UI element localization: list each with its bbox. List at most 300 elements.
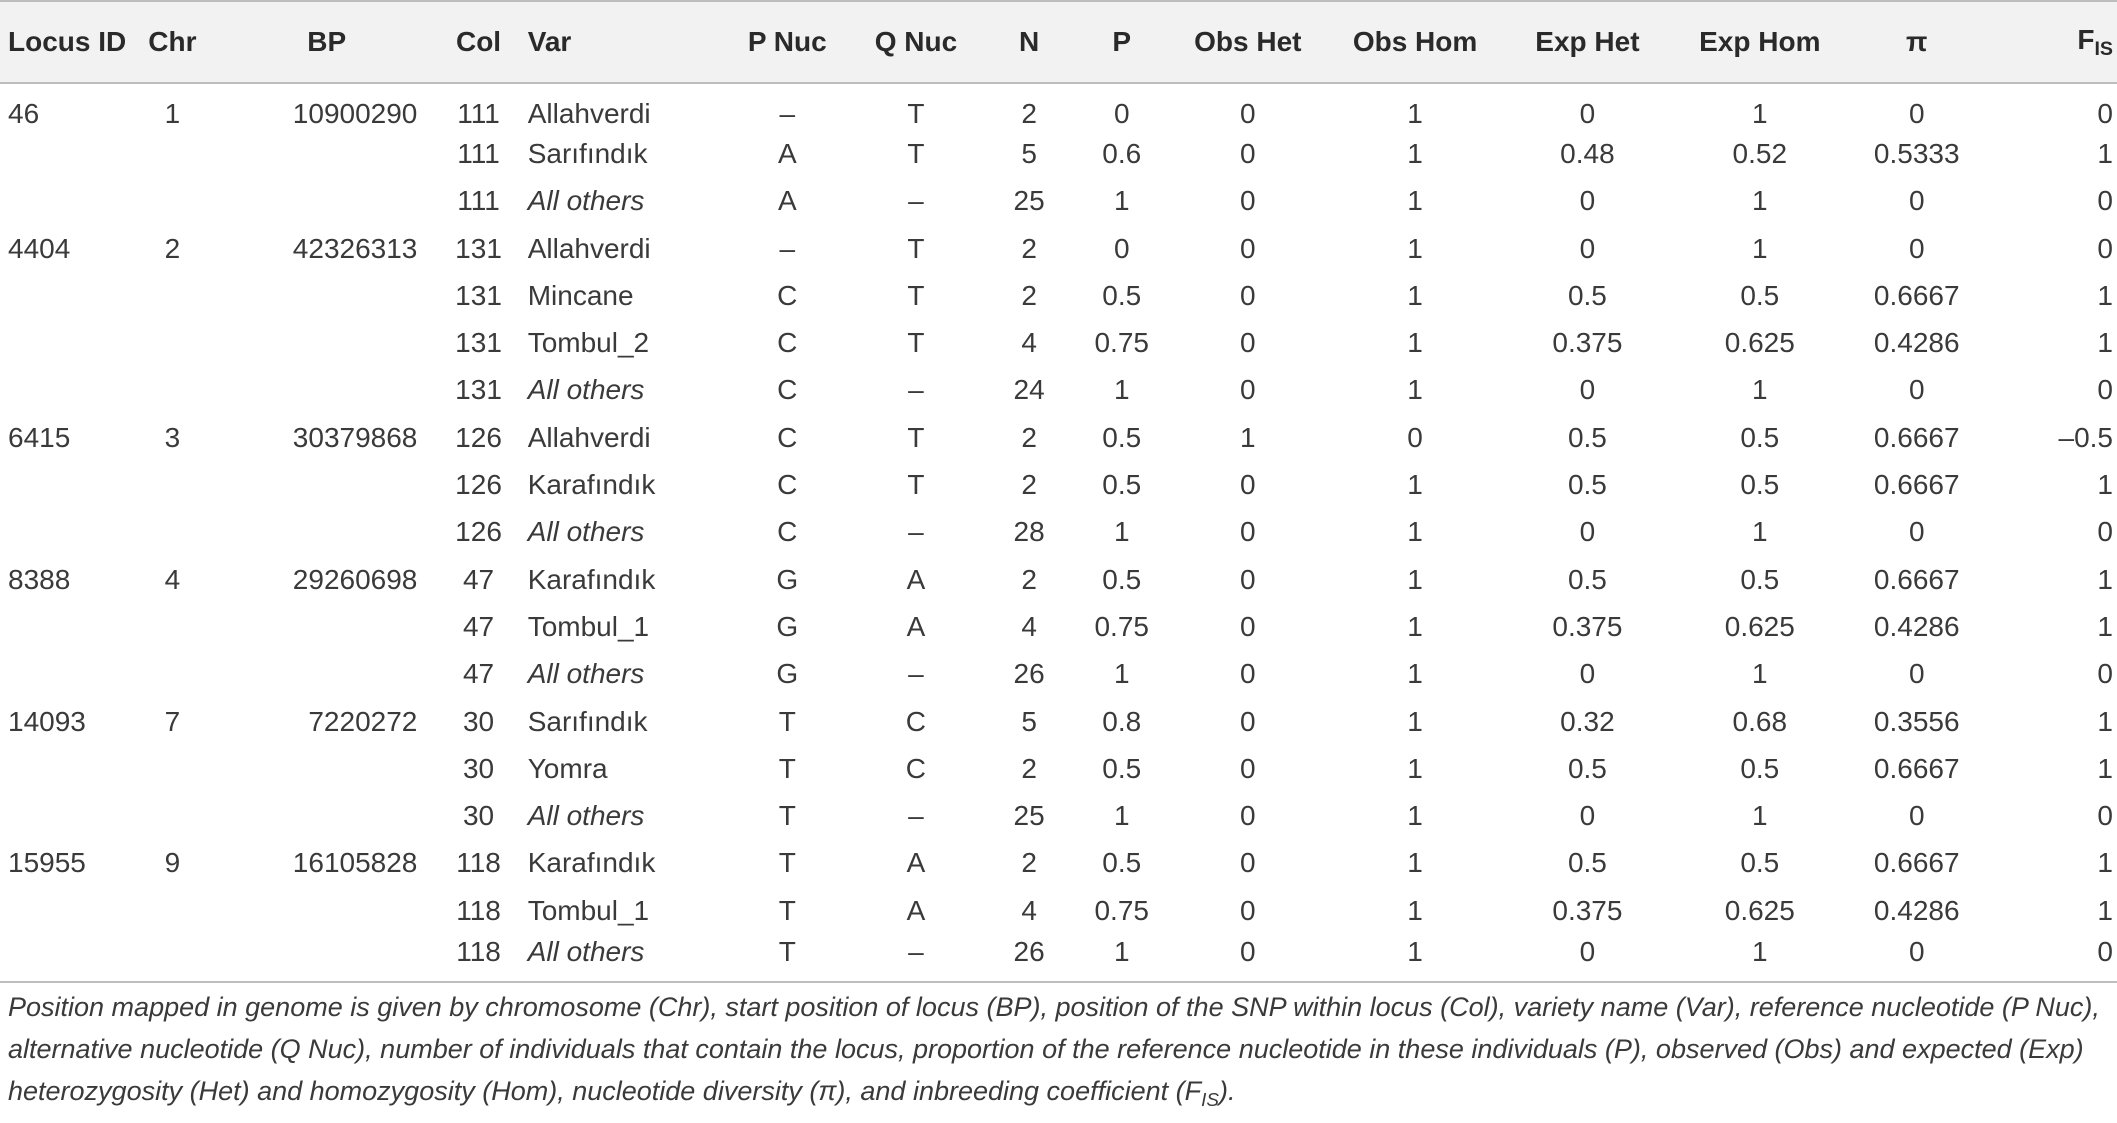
table-row: [0, 792, 2117, 839]
cell-p: 0.5: [1102, 469, 1142, 501]
cell-p-nuc: G: [776, 610, 799, 642]
cell-n: 2: [1021, 98, 1037, 130]
cell-var: All others: [527, 800, 645, 832]
col-header-n: N: [978, 1, 1081, 83]
cell-obs-hom: 1: [1407, 705, 1423, 737]
cell-q-nuc: A: [906, 847, 926, 879]
cell-fis: 0: [2097, 98, 2113, 130]
cell-col: 131: [455, 327, 502, 359]
cell-exp-hom: 0.5: [1740, 421, 1780, 453]
table-row: [0, 698, 2117, 745]
cell-obs-hom: 1: [1407, 327, 1423, 359]
col-header-q-nuc: Q Nuc: [854, 1, 978, 83]
cell-n: 4: [1021, 610, 1037, 642]
cell-pi: 0.6667: [1873, 563, 1960, 595]
cell-chr: [129, 934, 216, 981]
cell-p-nuc: G: [776, 658, 799, 690]
cell-var: All others: [527, 658, 645, 690]
cell-col: 111: [457, 137, 500, 169]
cell-q-nuc: –: [908, 658, 924, 690]
cell-p-nuc: A: [777, 185, 797, 217]
footnote-end: ).: [1218, 1076, 1236, 1106]
cell-obs-hom: 1: [1407, 610, 1423, 642]
cell-obs-het: 0: [1240, 516, 1256, 548]
cell-bp: [216, 509, 437, 556]
cell-q-nuc: T: [907, 98, 925, 130]
cell-p: 0: [1113, 232, 1130, 264]
cell-var: Karafındık: [527, 563, 656, 595]
cell-exp-het: 0: [1579, 98, 1596, 130]
cell-pi: 0.4286: [1873, 327, 1960, 359]
cell-p-nuc: T: [778, 705, 796, 737]
cell-var: Karafındık: [527, 469, 656, 501]
cell-n: 2: [1021, 563, 1037, 595]
cell-pi: 0: [1842, 934, 1991, 981]
col-header-p: P: [1081, 1, 1163, 83]
cell-n: 25: [1013, 185, 1045, 217]
col-header-locus-id: Locus ID: [0, 1, 129, 83]
cell-p: 1: [1113, 374, 1130, 406]
cell-n: 2: [1021, 279, 1037, 311]
cell-col: 111: [457, 185, 500, 217]
cell-locus-id: [0, 603, 129, 650]
cell-locus-id: 15955: [8, 847, 86, 879]
cell-bp: 16105828: [292, 847, 418, 879]
cell-p: 0.5: [1102, 563, 1142, 595]
cell-obs-het: 0: [1240, 705, 1256, 737]
cell-p: 0.75: [1094, 894, 1149, 926]
table-row: [0, 178, 2117, 225]
cell-obs-het: 0: [1240, 137, 1256, 169]
cell-locus-id: [0, 178, 129, 225]
cell-q-nuc: T: [907, 469, 925, 501]
cell-pi: 0: [1908, 232, 1925, 264]
cell-obs-hom: 1: [1407, 847, 1423, 879]
cell-p: 1: [1113, 658, 1130, 690]
cell-exp-het: 0: [1497, 934, 1677, 981]
cell-fis: 1: [2097, 610, 2113, 642]
cell-p-nuc: T: [720, 934, 854, 981]
cell-p: 0.5: [1102, 752, 1142, 784]
cell-q-nuc: T: [907, 232, 925, 264]
cell-n: 2: [1021, 847, 1037, 879]
cell-pi: 0.6667: [1873, 421, 1960, 453]
cell-pi: 0: [1908, 658, 1925, 690]
cell-exp-hom: 1: [1752, 374, 1768, 406]
cell-pi: 0.4286: [1873, 610, 1960, 642]
table-row: [0, 509, 2117, 556]
cell-locus-id: [0, 509, 129, 556]
cell-fis: –0.5: [2058, 421, 2113, 453]
cell-exp-hom: 1: [1677, 934, 1842, 981]
table-row: [0, 745, 2117, 792]
fis-label: F: [2077, 23, 2095, 55]
cell-pi: 0.6667: [1873, 752, 1960, 784]
cell-bp: [216, 461, 437, 508]
col-header-pi: π: [1842, 1, 1991, 83]
cell-q-nuc: –: [908, 516, 924, 548]
cell-n: 25: [1013, 800, 1045, 832]
cell-chr: 3: [164, 421, 181, 453]
cell-var: Allahverdi: [527, 232, 651, 264]
cell-bp: [216, 887, 437, 934]
cell-pi: 0: [1908, 516, 1925, 548]
cell-locus-id: 8388: [8, 563, 71, 595]
cell-locus-id: [0, 367, 129, 414]
cell-p-nuc: A: [777, 137, 797, 169]
cell-exp-hom: 1: [1752, 800, 1768, 832]
cell-locus-id: [0, 272, 129, 319]
cell-exp-het: 0.5: [1567, 421, 1607, 453]
cell-var: All others: [527, 185, 645, 217]
cell-bp: [216, 178, 437, 225]
cell-fis: 1: [2097, 279, 2113, 311]
table-row: [0, 83, 2117, 130]
cell-exp-het: 0: [1579, 658, 1596, 690]
cell-obs-het: 1: [1240, 421, 1256, 453]
cell-var: Tombul_2: [527, 327, 650, 359]
cell-exp-het: 0.5: [1567, 469, 1607, 501]
cell-p-nuc: C: [777, 516, 798, 548]
cell-locus-id: [0, 887, 129, 934]
cell-q-nuc: T: [907, 327, 925, 359]
cell-chr: [129, 792, 216, 839]
cell-exp-het: 0: [1579, 232, 1596, 264]
cell-obs-hom: 1: [1407, 658, 1423, 690]
cell-p-nuc: –: [779, 98, 796, 130]
cell-bp: [216, 319, 437, 366]
cell-obs-het: 0: [1240, 610, 1256, 642]
cell-n: 2: [1021, 232, 1037, 264]
cell-obs-het: 0: [1240, 185, 1256, 217]
cell-var: Sarıfındık: [527, 137, 648, 169]
cell-var: Allahverdi: [527, 421, 651, 453]
cell-obs-het: 0: [1163, 934, 1333, 981]
cell-obs-het: 0: [1240, 374, 1256, 406]
cell-obs-het: 0: [1240, 469, 1256, 501]
cell-n: 24: [1013, 374, 1045, 406]
cell-p-nuc: T: [778, 752, 796, 784]
cell-var: All others: [527, 516, 645, 548]
cell-exp-het: 0.5: [1567, 563, 1607, 595]
col-header-col: Col: [437, 1, 519, 83]
cell-pi: 0: [1908, 185, 1925, 217]
cell-col: 118: [456, 847, 501, 879]
cell-obs-hom: 1: [1407, 800, 1423, 832]
cell-pi: 0.6667: [1873, 469, 1960, 501]
cell-obs-hom: 1: [1407, 752, 1423, 784]
table-row: [0, 367, 2117, 414]
cell-col: 30: [462, 705, 495, 737]
cell-fis: 0: [2097, 232, 2113, 264]
cell-fis: 0: [2097, 800, 2113, 832]
cell-obs-hom: 1: [1407, 279, 1423, 311]
col-header-fis: [1991, 1, 2117, 83]
table-row: [0, 414, 2117, 461]
cell-fis: 1: [2097, 563, 2113, 595]
col-header-var: Var: [520, 1, 721, 83]
cell-p-nuc: T: [778, 847, 796, 879]
table-row: [0, 461, 2117, 508]
table-row: [0, 225, 2117, 272]
cell-q-nuc: C: [905, 705, 927, 737]
cell-obs-het: 0: [1240, 847, 1256, 879]
cell-n: 2: [1021, 752, 1037, 784]
cell-exp-hom: 0.625: [1724, 327, 1795, 359]
cell-chr: [129, 367, 216, 414]
col-header-bp: BP: [216, 1, 437, 83]
cell-col: 126: [455, 421, 502, 453]
cell-bp: [216, 130, 437, 177]
col-header-obs-hom: Obs Hom: [1333, 1, 1498, 83]
cell-n: 2: [1021, 469, 1037, 501]
cell-bp: [216, 934, 437, 981]
cell-bp: [216, 745, 437, 792]
cell-chr: 9: [164, 847, 181, 879]
table-row: [0, 840, 2117, 887]
cell-p-nuc: –: [779, 232, 796, 264]
cell-p: 0.6: [1102, 137, 1142, 169]
cell-n: 4: [1021, 894, 1037, 926]
cell-p-nuc: C: [777, 469, 798, 501]
cell-q-nuc: T: [907, 137, 925, 169]
table-body: [0, 83, 2117, 982]
cell-var: Karafındık: [527, 847, 656, 879]
cell-exp-het: 0.5: [1567, 752, 1607, 784]
cell-col: 47: [462, 610, 495, 642]
cell-p: 0.8: [1102, 705, 1142, 737]
cell-col: 118: [456, 894, 501, 926]
cell-n: 26: [978, 934, 1081, 981]
cell-q-nuc: A: [906, 610, 926, 642]
cell-chr: [129, 509, 216, 556]
cell-bp: 7220272: [308, 705, 418, 737]
cell-n: 2: [1021, 421, 1037, 453]
cell-obs-het: 0: [1240, 232, 1256, 264]
table-row: [0, 603, 2117, 650]
cell-col: 47: [462, 563, 495, 595]
cell-q-nuc: –: [908, 185, 924, 217]
cell-obs-hom: 1: [1407, 98, 1423, 130]
cell-locus-id: [0, 461, 129, 508]
cell-var: Tombul_1: [527, 894, 650, 926]
cell-fis: 1: [2097, 327, 2113, 359]
cell-col: 30: [462, 800, 495, 832]
cell-bp: [216, 651, 437, 698]
cell-obs-het: 0: [1240, 752, 1256, 784]
cell-exp-hom: 0.68: [1732, 705, 1788, 737]
cell-exp-het: 0.48: [1560, 137, 1615, 169]
cell-bp: [216, 603, 437, 650]
cell-fis: 1: [2097, 137, 2113, 169]
cell-exp-hom: 0.5: [1740, 563, 1780, 595]
cell-p-nuc: T: [778, 894, 796, 926]
cell-col: 111: [457, 98, 500, 130]
cell-exp-het: 0: [1579, 800, 1596, 832]
cell-obs-hom: 0: [1407, 421, 1423, 453]
cell-p: 1: [1113, 516, 1130, 548]
table-row: [0, 272, 2117, 319]
cell-p: 0: [1113, 98, 1130, 130]
cell-obs-hom: 1: [1407, 374, 1423, 406]
cell-p: 1: [1113, 185, 1130, 217]
cell-var: Allahverdi: [527, 98, 651, 130]
cell-col: 126: [455, 469, 502, 501]
cell-bp: [216, 792, 437, 839]
cell-obs-het: 0: [1240, 279, 1256, 311]
cell-exp-hom: 0.52: [1732, 137, 1788, 169]
cell-chr: [129, 745, 216, 792]
cell-obs-het: 0: [1240, 658, 1256, 690]
cell-p: 0.75: [1094, 610, 1149, 642]
cell-pi: 0.4286: [1873, 894, 1960, 926]
cell-fis: 0: [2097, 516, 2113, 548]
cell-chr: 7: [164, 705, 181, 737]
cell-var: Yomra: [527, 752, 608, 784]
col-header-chr: Chr: [129, 1, 216, 83]
cell-q-nuc: –: [908, 374, 924, 406]
cell-bp: 30379868: [292, 421, 418, 453]
cell-q-nuc: –: [908, 800, 924, 832]
cell-obs-hom: 1: [1407, 469, 1423, 501]
cell-p: 1: [1113, 800, 1130, 832]
cell-exp-hom: 0.625: [1724, 894, 1795, 926]
cell-n: 4: [1021, 327, 1037, 359]
cell-n: 5: [1021, 705, 1037, 737]
cell-p-nuc: T: [778, 800, 796, 832]
cell-col: 131: [455, 232, 502, 264]
cell-pi: 0: [1908, 98, 1925, 130]
cell-locus-id: 46: [8, 98, 40, 130]
cell-q-nuc: C: [905, 752, 927, 784]
cell-locus-id: [0, 651, 129, 698]
table-row: [0, 319, 2117, 366]
cell-q-nuc: T: [907, 279, 925, 311]
cell-chr: [129, 130, 216, 177]
cell-obs-hom: 1: [1407, 232, 1423, 264]
cell-q-nuc: T: [907, 421, 925, 453]
col-header-exp-het: Exp Het: [1497, 1, 1677, 83]
cell-q-nuc: A: [906, 894, 926, 926]
table-row: [0, 934, 2117, 981]
cell-obs-het: 0: [1240, 894, 1256, 926]
cell-col: 47: [462, 658, 495, 690]
cell-bp: [216, 272, 437, 319]
table-row: [0, 130, 2117, 177]
cell-n: 26: [1013, 658, 1045, 690]
cell-var: Sarıfındık: [527, 705, 648, 737]
cell-bp: [216, 367, 437, 414]
cell-exp-het: 0.5: [1567, 847, 1607, 879]
cell-q-nuc: A: [906, 563, 926, 595]
cell-exp-hom: 0.5: [1740, 469, 1780, 501]
cell-locus-id: 6415: [8, 421, 71, 453]
cell-col: 30: [462, 752, 495, 784]
cell-n: 5: [1021, 137, 1037, 169]
cell-n: 28: [1013, 516, 1045, 548]
cell-exp-hom: 0.5: [1740, 279, 1780, 311]
cell-pi: 0.6667: [1873, 847, 1960, 879]
cell-locus-id: [0, 745, 129, 792]
cell-exp-hom: 1: [1752, 185, 1768, 217]
cell-var: Mincane: [527, 279, 634, 311]
cell-exp-het: 0.32: [1560, 705, 1615, 737]
cell-chr: 2: [164, 232, 181, 264]
cell-obs-het: 0: [1240, 563, 1256, 595]
cell-exp-het: 0: [1579, 516, 1596, 548]
cell-locus-id: [0, 934, 129, 981]
cell-exp-het: 0.375: [1552, 327, 1623, 359]
cell-chr: [129, 651, 216, 698]
cell-p-nuc: C: [777, 421, 798, 453]
footnote-text: Position mapped in genome is given by chromosome (Chr), start position of locus (BP), position of the SNP within locus (Col), variety name (Var), reference nucleotide (P Nuc), alternative nucleotide (Q Nuc), number of individuals that contain the locus, proportion of the reference nucleotide in these individuals (P), observed (Obs) and expected (Exp) heterozygosity (Het) and homozygosity (Hom), nucleotide diversity (π), and inbreeding coefficient (F: [8, 992, 2100, 1106]
cell-var: All others: [520, 934, 721, 981]
cell-obs-hom: 1: [1407, 894, 1423, 926]
cell-var: All others: [527, 374, 645, 406]
cell-exp-hom: 0.5: [1740, 752, 1780, 784]
cell-obs-hom: 1: [1407, 185, 1423, 217]
cell-chr: 4: [164, 563, 181, 595]
cell-obs-hom: 1: [1333, 934, 1498, 981]
cell-bp: 29260698: [292, 563, 418, 595]
cell-locus-id: [0, 792, 129, 839]
cell-fis: 1: [2097, 705, 2113, 737]
cell-pi: 0: [1908, 800, 1925, 832]
cell-bp: 10900290: [292, 98, 418, 130]
cell-exp-hom: 1: [1752, 98, 1768, 130]
cell-fis: 1: [2097, 469, 2113, 501]
cell-chr: 1: [164, 98, 181, 130]
cell-p-nuc: C: [777, 327, 798, 359]
cell-p-nuc: C: [777, 279, 798, 311]
cell-exp-hom: 0.625: [1724, 610, 1795, 642]
cell-exp-het: 0: [1579, 374, 1596, 406]
footnote-subscript: IS: [1201, 1090, 1219, 1111]
cell-p: 1: [1081, 934, 1163, 981]
cell-col: 131: [455, 374, 502, 406]
cell-chr: [129, 603, 216, 650]
cell-q-nuc: –: [854, 934, 978, 981]
cell-exp-het: 0.375: [1552, 610, 1623, 642]
cell-fis: 1: [2097, 894, 2113, 926]
cell-fis: 1: [2097, 847, 2113, 879]
cell-var: Tombul_1: [527, 610, 650, 642]
cell-locus-id: 4404: [8, 232, 71, 264]
cell-locus-id: [0, 319, 129, 366]
cell-exp-hom: 0.5: [1740, 847, 1780, 879]
cell-exp-het: 0.375: [1552, 894, 1623, 926]
cell-chr: [129, 887, 216, 934]
col-header-p-nuc: P Nuc: [720, 1, 854, 83]
cell-exp-het: 0.5: [1567, 279, 1607, 311]
cell-locus-id: 14093: [8, 705, 86, 737]
cell-exp-het: 0: [1579, 185, 1596, 217]
cell-col: 118: [437, 934, 519, 981]
cell-col: 131: [455, 279, 502, 311]
cell-pi: 0.5333: [1873, 137, 1960, 169]
cell-chr: [129, 178, 216, 225]
cell-fis: 0: [2097, 185, 2113, 217]
cell-chr: [129, 272, 216, 319]
table-row: [0, 556, 2117, 603]
cell-p-nuc: C: [777, 374, 798, 406]
cell-obs-het: 0: [1240, 800, 1256, 832]
cell-p: 0.75: [1094, 327, 1149, 359]
cell-obs-het: 0: [1240, 327, 1256, 359]
col-header-exp-hom: Exp Hom: [1677, 1, 1842, 83]
cell-chr: [129, 319, 216, 366]
cell-exp-hom: 1: [1752, 658, 1768, 690]
